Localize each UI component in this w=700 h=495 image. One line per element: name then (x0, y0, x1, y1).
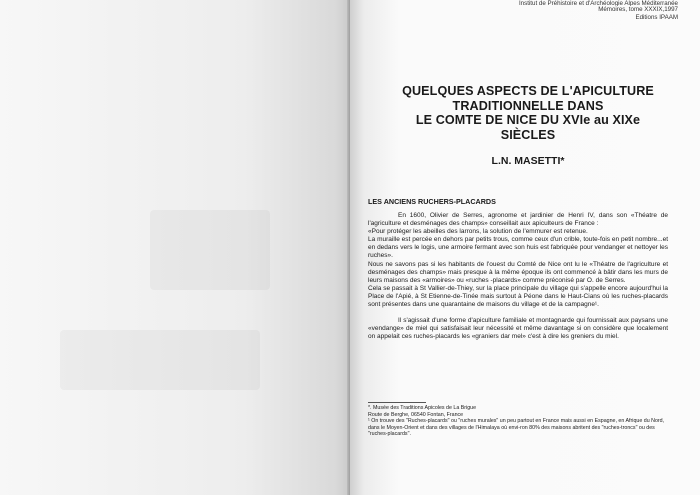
paragraph: «Pour protéger les abeilles des larrons, la solution de l'emmurer est retenue. (368, 228, 588, 236)
paragraph: Nous ne savons pas si les habitants de l'ouest du Comté de Nice ont lu le «Théatre de l'agriculture et desménages des champs» mais presque à la même époque ils ont commencé à bâtir dans les murs de leurs maisons des «armoires» ou «ruches -placards» comme préconisé par O. de Serres. (368, 260, 668, 284)
footnote: Route de Berghe, 06540 Fontan, France (368, 411, 464, 418)
running-header (519, 0, 678, 21)
title-line: QUELQUES ASPECTS DE L'APICULTURE (402, 84, 654, 98)
paragraph: Il s'agissait d'une forme d'apiculture familiale et montagnarde qui fournissait aux paysans une «vendange» de miel qui satisfaisait leur nécessité et même davantage si on considère que localement on appelait ces ruches-placards les «graniers dar mel» c'est à dire les greniers du miel. (368, 317, 668, 341)
footnotes (368, 405, 668, 438)
running-header-line-2: Mémoires, tome XXXIX,1997 (598, 6, 678, 13)
footnote: ¹ On trouve des "Ruches-placards" ou "ruches murales" un peu partout en France mais aussi en Espagne, en Afrique du Nord, dans le Moyen-Orient et dans des villages de l'Himalaya où envi-ron 80% des maisons abritent des "ruches-troncs" ou des "ruches-placards". (368, 418, 665, 437)
paragraph: La muraille est percée en dehors par petits trous, comme ceux d'un crible, toute-fois en petit nombre...et en dedans vers le logis, une armoire fermant avec son huis est fabriquée pour vendanger et nettoyer les ruches». (368, 236, 668, 260)
title-line: LE COMTE DE NICE DU XVIe au XIXe (415, 113, 641, 127)
article-title (378, 84, 678, 142)
footnote: *. Musée des Traditions Apicoles de La Brigue (368, 405, 477, 411)
show-through-shadow (150, 210, 270, 290)
title-line: SIÈCLES (500, 127, 556, 142)
running-header-line-3: Editions IPAAM (635, 13, 678, 21)
footnote-rule (368, 402, 426, 403)
running-header-line-1: Institut de Préhistoire et d'Archéologie Alpes Méditerranée (518, 0, 678, 6)
article-body (368, 212, 668, 341)
paragraph: Cela se passait à St Vallier-de-Thiey, sur la place principale du village qui s'appelle encore aujourd'hui la Place de l'Apié, à St Etienne-de-Tinée mais surtout à Péone dans le Haut-Cians où les ruches-placards sont présentes dans une quarantaine de maisons du village et de la campagne¹. (368, 284, 668, 309)
author-name: L.N. MASETTI* (491, 155, 565, 167)
show-through-shadow (60, 330, 260, 390)
title-line: TRADITIONNELLE DANS (452, 98, 604, 113)
section-heading: LES ANCIENS RUCHERS-PLACARDS (368, 197, 496, 206)
paragraph: En 1600, Olivier de Serres, agronome et jardinier de Henri IV, dans son «Théatre de l'agriculture et desménages des champs» conseillait aux apiculteurs de France : (368, 212, 668, 228)
